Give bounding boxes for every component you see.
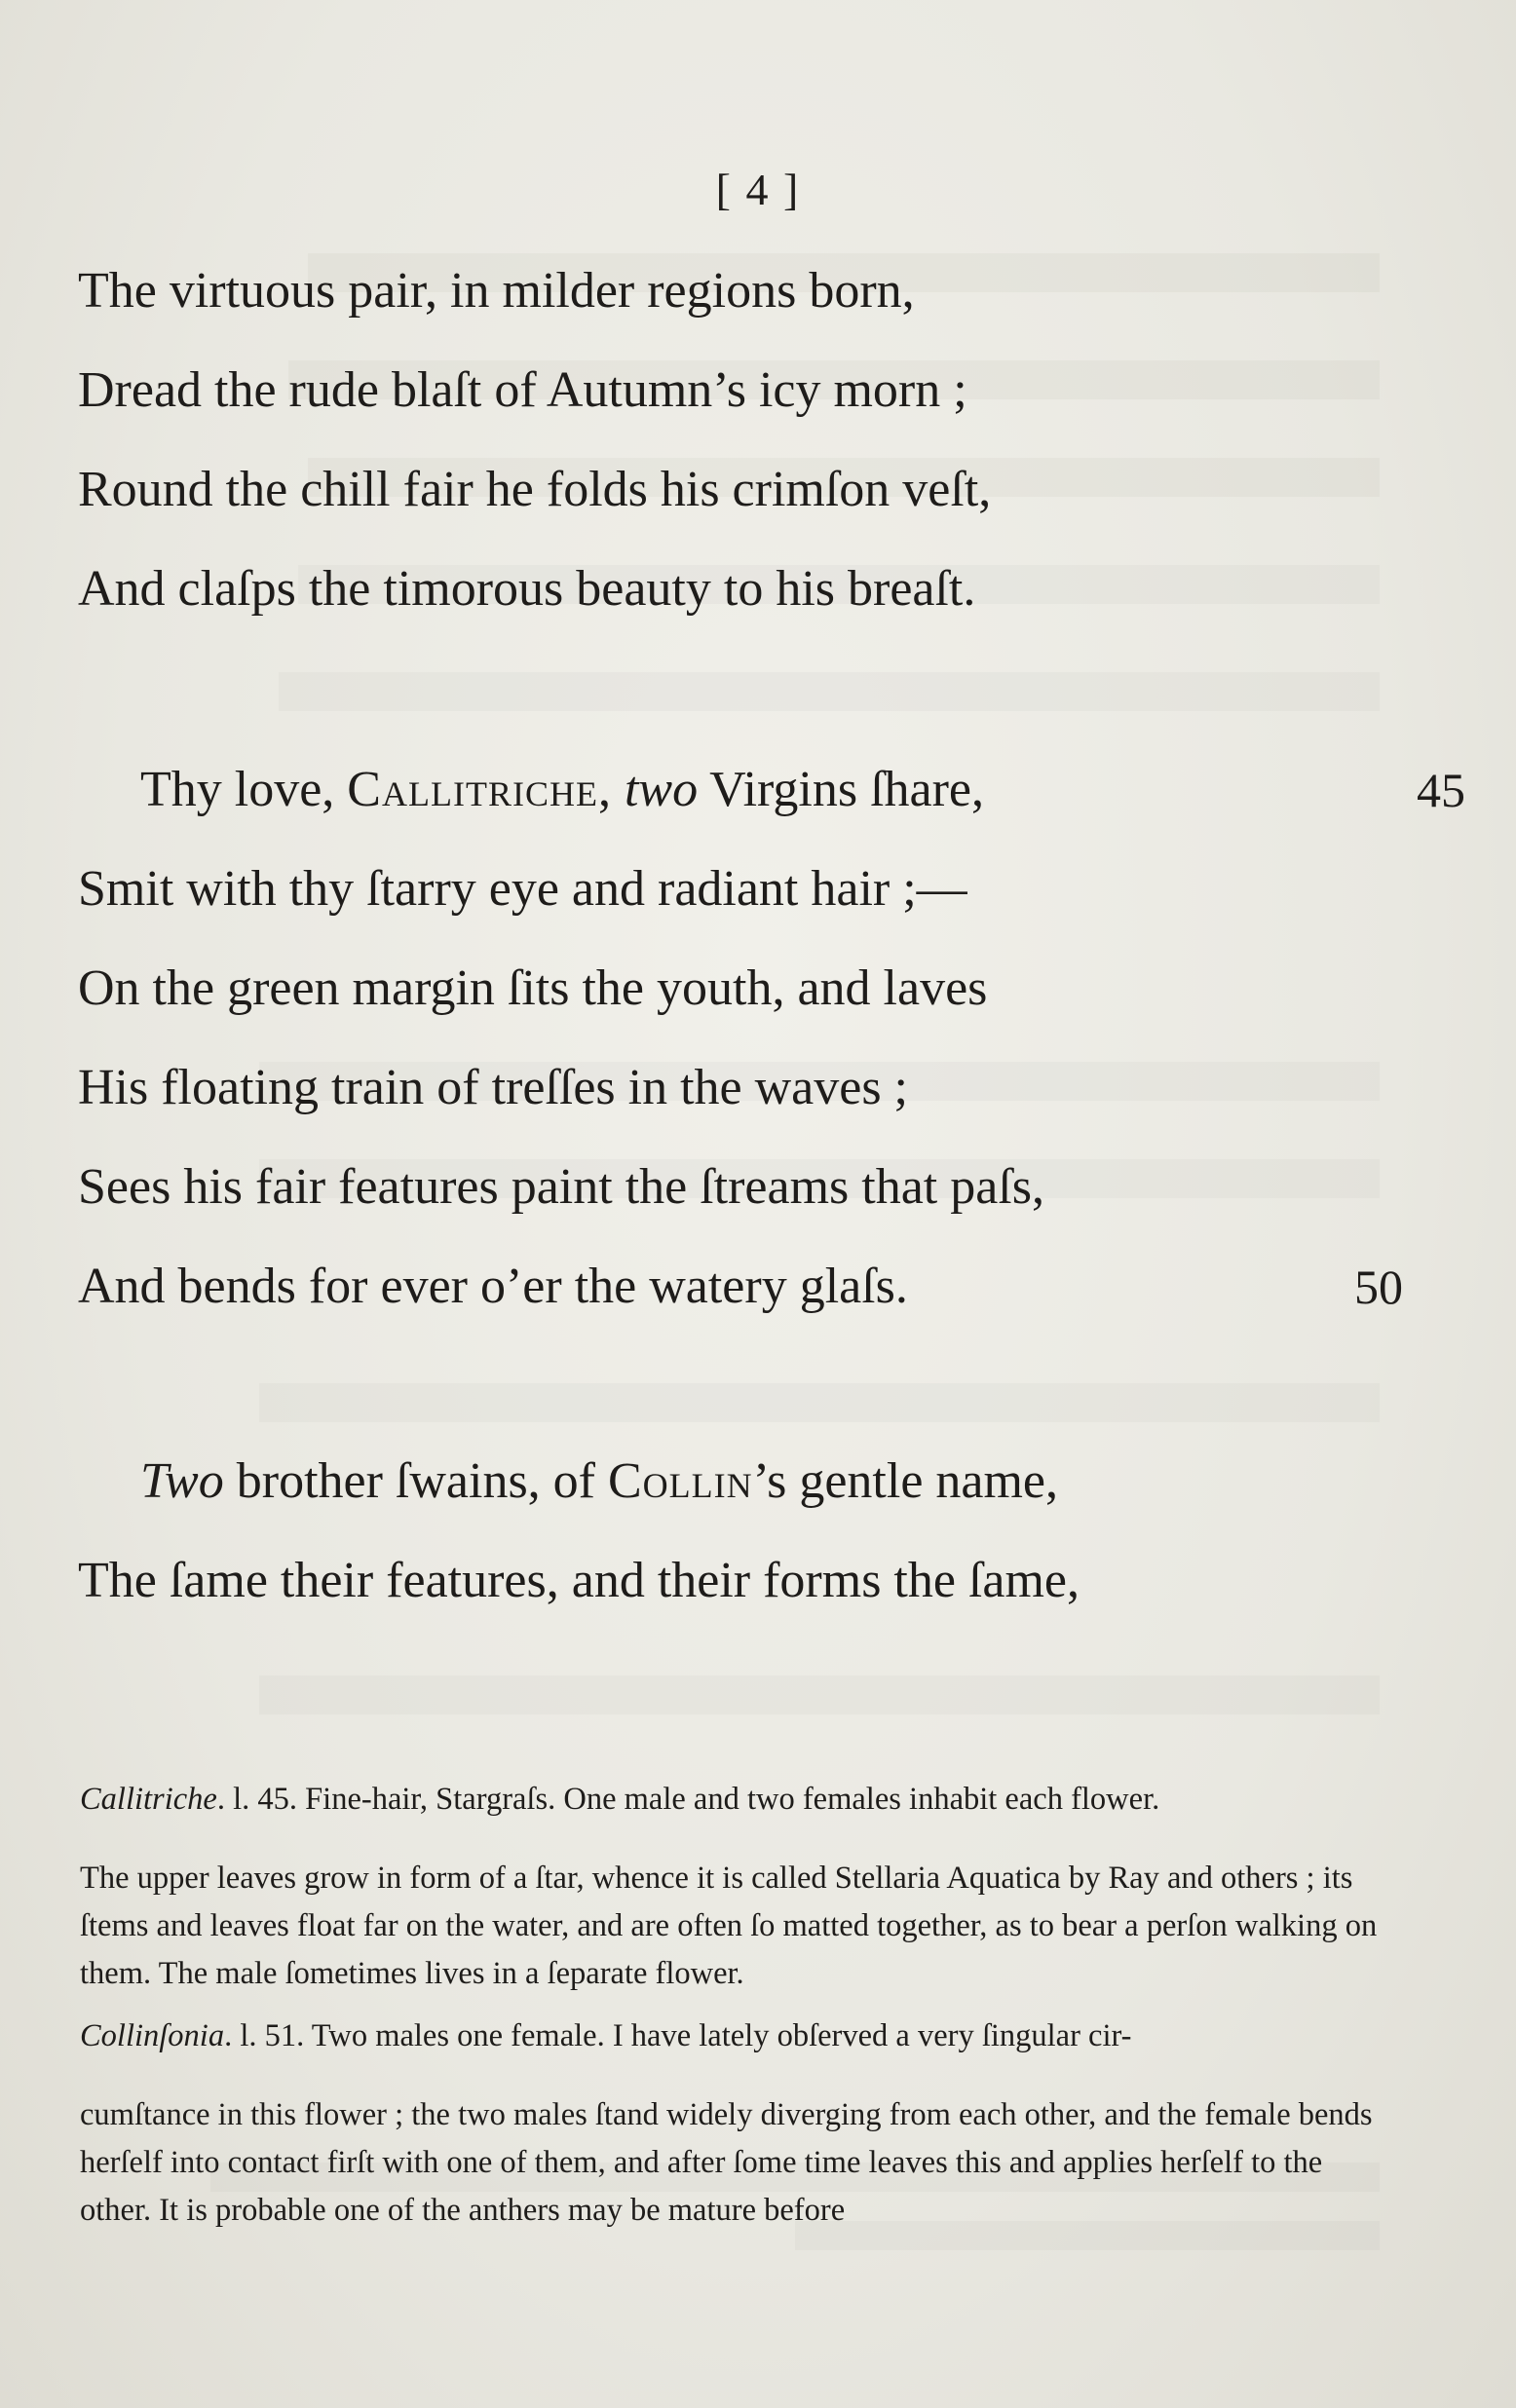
footnote-first-line: [80, 2013, 1395, 2060]
verse-line: Round the chill fair he folds his crimſon veſt,: [78, 462, 992, 517]
verse-line: Sees his fair features paint the ſtreams that paſs,: [78, 1159, 1045, 1215]
line-number: 45: [1417, 763, 1465, 817]
plant-name: Collin: [608, 1453, 753, 1509]
verse-text: [612, 762, 625, 817]
footnote-term: Callitriche: [80, 1781, 217, 1817]
verse-text: Thy love,: [140, 762, 348, 817]
footnote: [80, 1980, 1395, 2267]
plant-name: Callitriche,: [347, 762, 612, 817]
verse-line: And claſps the timorous beauty to his breaſt.: [78, 561, 976, 617]
line-number: 50: [1354, 1260, 1403, 1314]
verse-text: brother ſwains, of: [223, 1453, 608, 1509]
footnote-first-line: [80, 1776, 1395, 1824]
footnote-ref: . l. 45. Fine-hair, Stargraſs. One male and two females inhabit each flower.: [216, 1781, 1160, 1817]
verse-line: [78, 1432, 1465, 1531]
footnote-body: The upper leaves grow in form of a ſtar, whence it is called Stellaria Aquatica by Ray and others ; its ſtems and leaves float far on the water, and are often ſo matted together, as to bear a perſon walking on them. The male ſometimes lives in a ſeparate flower.: [80, 1861, 1378, 1991]
verse-line: [78, 740, 1465, 840]
footnote-body: cumſtance in this flower ; the two males ſtand widely diverging from each other, and the female bends herſelf into contact firſt with one of them, and after ſome time leaves this and applies herſelf to the other. It is probable one of the anthers may be mature before: [80, 2097, 1373, 2228]
page-number-header: [ 4 ]: [715, 165, 801, 214]
verse-text: Virgins ſhare,: [698, 762, 984, 817]
italic-word: Two: [140, 1453, 224, 1509]
verse-line: His floating train of treſſes in the waves ;: [78, 1060, 909, 1115]
verse-text: ’s gentle name,: [752, 1453, 1059, 1509]
verse-line: [78, 1237, 1403, 1336]
verse-line: Dread the rude blaſt of Autumn’s icy morn ;: [78, 362, 967, 418]
verse-line: Smit with thy ſtarry eye and radiant hair ;—: [78, 861, 967, 917]
verse-line: The virtuous pair, in milder regions born,: [78, 263, 915, 319]
verse-line: On the green margin ſits the youth, and laves: [78, 960, 988, 1016]
verse-line: The ſame their features, and their forms the ſame,: [78, 1553, 1080, 1608]
footnote-ref: . l. 51. Two males one female. I have lately obſerved a very ſingular cir-: [224, 2017, 1132, 2053]
italic-word: two: [624, 762, 699, 817]
footnote-term: Collinſonia: [80, 2017, 225, 2053]
verse-text: And bends for ever o’er the watery glaſs.: [78, 1259, 908, 1314]
